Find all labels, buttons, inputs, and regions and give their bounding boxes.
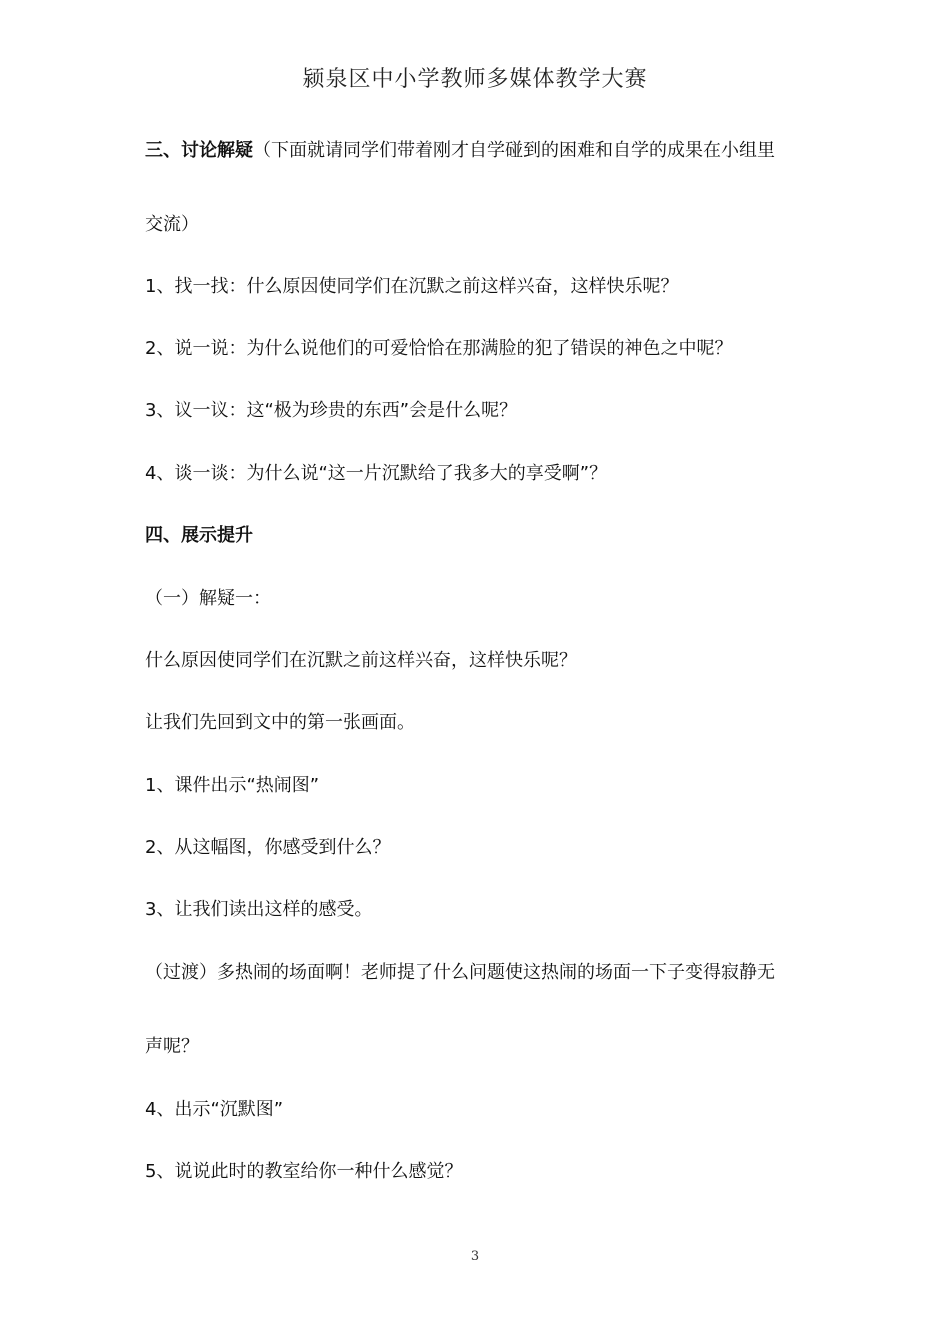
section3-heading-line [145, 139, 815, 163]
subsection-1-lead: 让我们先回到文中的第一张画面。 [145, 712, 415, 733]
subsection-1-heading: （一）解疑一： [145, 588, 271, 609]
discussion-question-4: 4、谈一谈：为什么说“这一片沉默给了我多大的享受啊”？ [145, 463, 608, 484]
section3-heading: 三、讨论解疑 [145, 140, 253, 161]
section4-heading: 四、展示提升 [145, 525, 253, 546]
discussion-question-2: 2、说一说：为什么说他们的可爱恰恰在那满脸的犯了错误的神色之中呢？ [145, 338, 733, 359]
discussion-question-1: 1、找一找：什么原因使同学们在沉默之前这样兴奋，这样快乐呢？ [145, 276, 679, 297]
section3-intro: （下面就请同学们带着刚才自学碰到的困难和自学的成果在小组里 [253, 140, 775, 161]
step-2: 2、从这幅图，你感受到什么？ [145, 837, 391, 858]
discussion-question-3: 3、议一议：这“极为珍贵的东西”会是什么呢？ [145, 400, 518, 421]
section3-intro-continued: 交流） [145, 214, 199, 235]
page-number: 3 [470, 1249, 480, 1264]
step-5: 5、说说此时的教室给你一种什么感觉？ [145, 1161, 463, 1182]
step-3: 3、让我们读出这样的感受。 [145, 899, 373, 920]
transition-text: （过渡）多热闹的场面啊！老师提了什么问题使这热闹的场面一下子变得寂静无 [145, 962, 775, 983]
step-4: 4、出示“沉默图” [145, 1099, 284, 1120]
subsection-1-question: 什么原因使同学们在沉默之前这样兴奋，这样快乐呢？ [145, 650, 577, 671]
transition-text-continued: 声呢？ [145, 1036, 199, 1057]
step-1: 1、课件出示“热闹图” [145, 775, 320, 796]
document-header: 颍泉区中小学教师多媒体教学大赛 [302, 67, 648, 92]
